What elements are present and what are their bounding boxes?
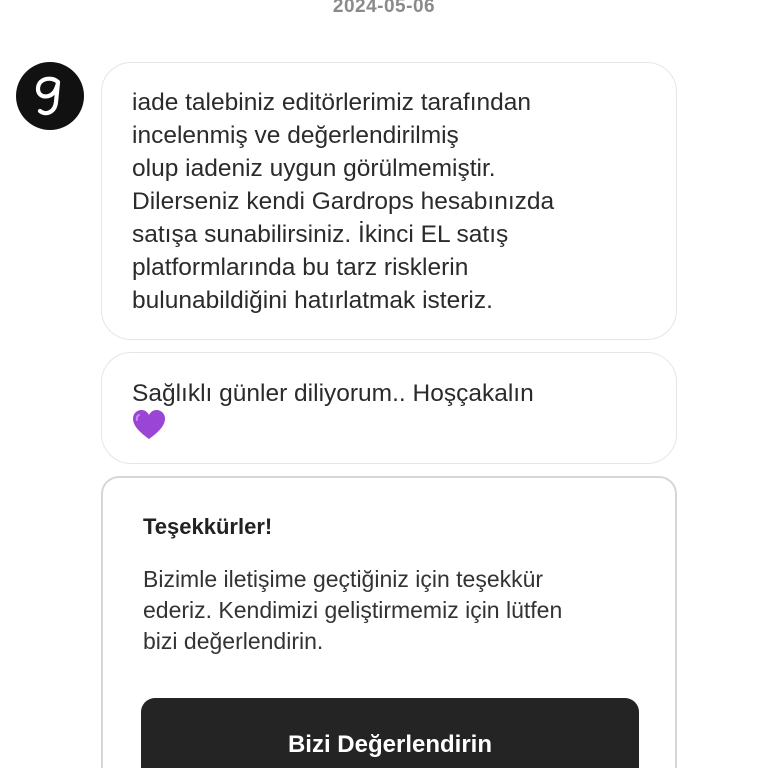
message-text: [132, 119, 554, 317]
card-body-line: Bizimle iletişime geçtiğiniz için teşekkür: [143, 566, 544, 592]
message-line: platformlarında bu tarz risklerin: [132, 254, 469, 281]
card-body: [143, 564, 643, 657]
feedback-card: [101, 476, 677, 768]
message-date: 2024-05-06: [332, 0, 436, 17]
card-body-line: ederiz. Kendimizi geliştirmemiz için lütfen: [143, 597, 563, 623]
gardrops-logo-icon: [30, 72, 70, 120]
message-line: satışa sunabilirsiniz. İkinci EL satış: [132, 221, 509, 248]
card-body-line: bizi değerlendirin.: [143, 628, 324, 654]
message-bubble: [101, 352, 677, 464]
message-bubble: [101, 62, 677, 340]
purple-heart-icon: [132, 409, 166, 441]
message-text: Sağlıklı günler diliyorum.. Hoşçakalın: [132, 380, 534, 407]
message-line: olup iadeniz uygun görülmemiştir.: [132, 155, 496, 182]
rate-us-button-label: Bizi Değerlendirin: [287, 731, 493, 758]
card-title: Teşekkürler!: [143, 514, 273, 539]
message-line: iade talebiniz editörlerimiz tarafından: [132, 89, 532, 116]
message-line: Dilerseniz kendi Gardrops hesabınızda: [132, 188, 555, 215]
message-line: incelenmiş ve değerlendirilmiş: [132, 122, 459, 149]
gardrops-avatar[interactable]: [16, 62, 84, 130]
message-line: bulunabildiğini hatırlatmak isteriz.: [132, 287, 493, 314]
rate-us-button[interactable]: [141, 698, 639, 768]
